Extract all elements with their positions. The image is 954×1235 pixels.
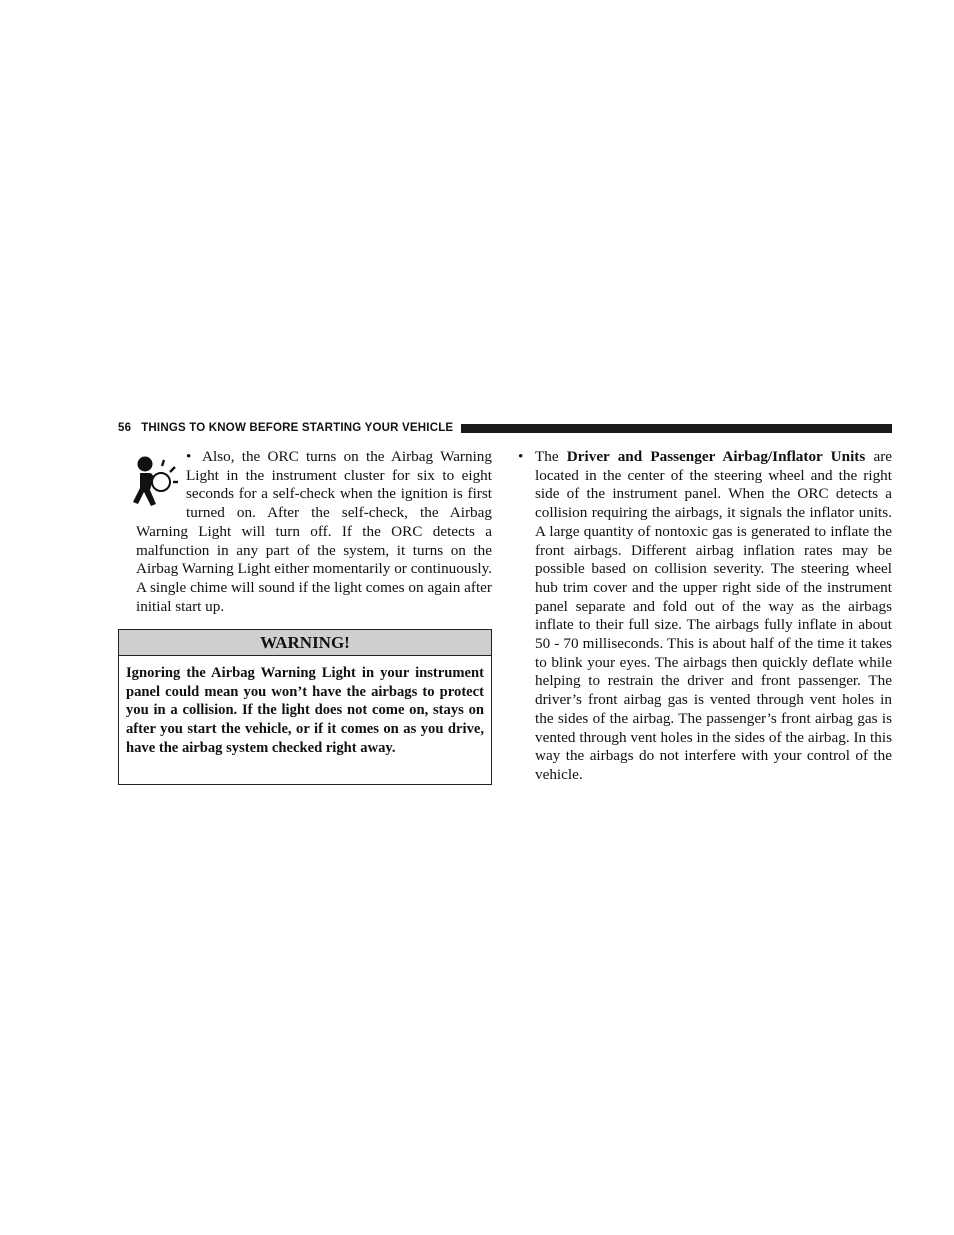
warning-text: Ignoring the Airbag Warning Light in your instrument panel could mean you won’t have the airbags to protect you in a collision. If the light does not come on, stays on after you start the vehicle, or if it comes on as you drive, have the airbag system checked right away. xyxy=(126,665,484,756)
airbag-light-text: Also, the ORC turns on the Airbag Warning Light in the instrument cluster for six to eight seconds for a self-check when the ignition is first turned on. After the self-check, the Airbag Warning Light will turn off. If the ORC detects a malfunction in any part of the system, it turns on the Airbag Warning Light either momentarily or continuously. A single chime will sound if the light comes on again after initial start up. xyxy=(136,448,492,615)
airbag-light-paragraph xyxy=(136,448,492,616)
page-header xyxy=(118,420,892,436)
airbag-warning-light-icon xyxy=(128,452,178,514)
bullet-marker: • xyxy=(186,448,192,465)
warning-box xyxy=(118,629,492,785)
inflator-units-paragraph xyxy=(518,448,892,785)
right-column xyxy=(518,448,892,785)
page-number: 56 xyxy=(118,422,132,434)
header-text xyxy=(118,422,453,434)
bold-term: Driver and Passenger Airbag/Inflator Units xyxy=(566,448,866,465)
bullet-marker: • xyxy=(518,448,524,465)
section-title: THINGS TO KNOW BEFORE STARTING YOUR VEHICLE xyxy=(141,422,454,434)
lead-word: The xyxy=(535,448,559,465)
warning-title: WARNING! xyxy=(119,630,491,656)
inflator-units-text: are located in the center of the steering wheel and the right side of the instrument panel. When the ORC detects a collision requiring the airbags, it signals the inflator units. A large quantity of nontoxic gas is generated to inflate the front airbags. Different airbag inflation rates may be possible based on collision severity. The steering wheel hub trim cover and the upper right side of the instrument panel separate and fold out of the way as the airbags inflate to their full size. The airbags fully inflate in about 50 - 70 milliseconds. This is about half of the time it takes to blink your eyes. The airbags then quickly deflate while helping to restrain the driver and front passenger. The driver’s front airbag gas is vented through vent holes in the sides of the airbag. The passenger’s front airbag gas is vented through vent holes in the sides of the airbag. In this way the airbags do not interfere with your control of the vehicle. xyxy=(535,448,892,783)
header-rule xyxy=(461,424,892,433)
left-column xyxy=(136,448,492,616)
